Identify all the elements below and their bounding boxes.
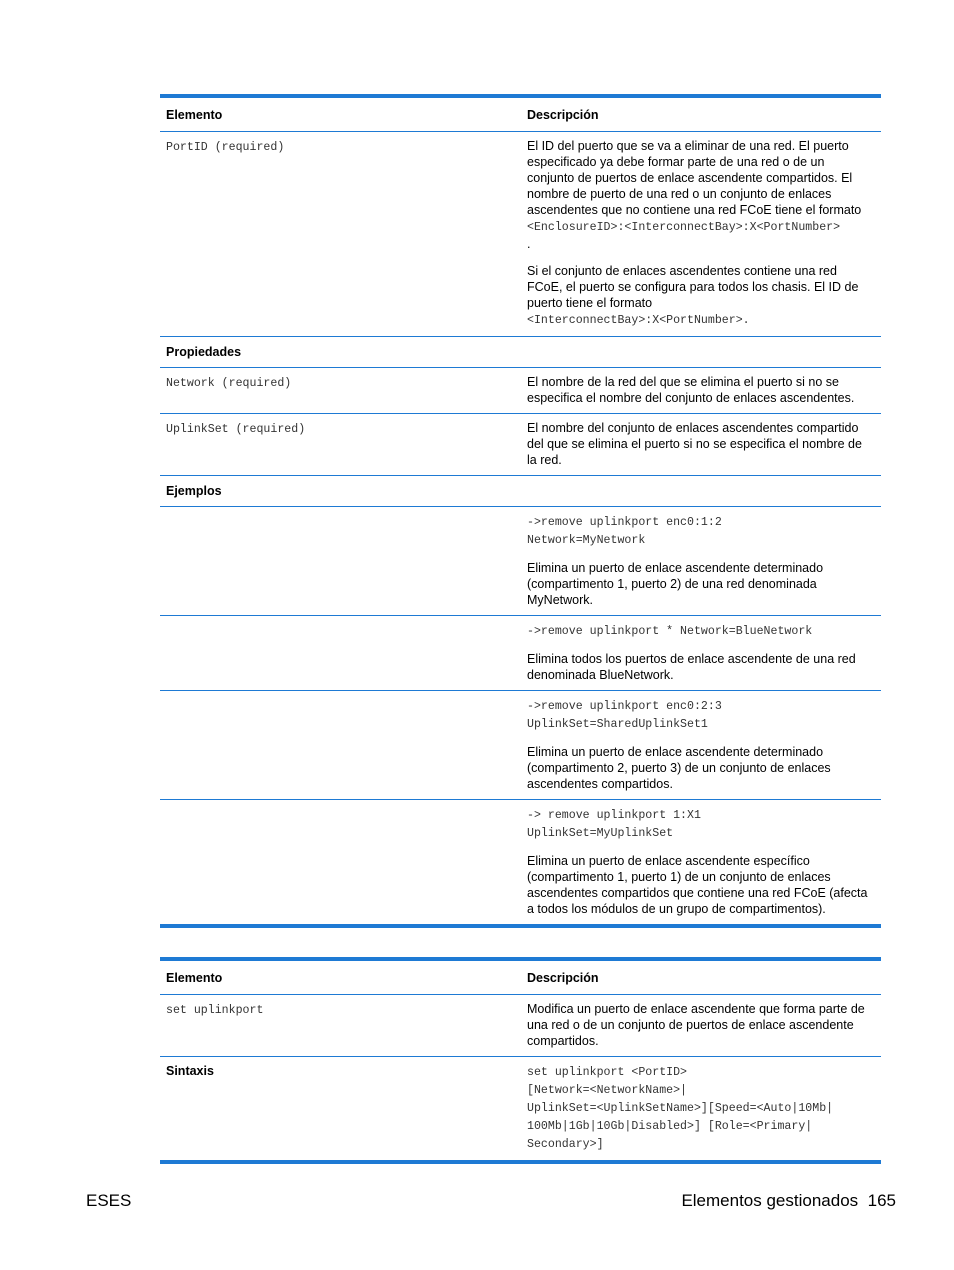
sintaxis-line-1: set uplinkport <PortID> bbox=[527, 1066, 688, 1079]
example-2-code bbox=[527, 622, 875, 640]
network-desc: El nombre de la red del que se elimina el puerto si no se especifica el nombre del conjunto de enlaces ascendentes. bbox=[527, 375, 855, 405]
table-header-row bbox=[160, 96, 881, 132]
example-4-desc: Elimina un puerto de enlace ascendente específico (compartimento 1, puerto 1) de un conjunto de enlaces ascendentes compartidos que contiene una red FCoE (afecta a todos los módulos de un grupo de compartimentos). bbox=[527, 854, 868, 916]
portid-desc-1-code: <EnclosureID>:<InterconnectBay>:X<PortNumber> bbox=[527, 221, 841, 234]
example-2-code-line-1: ->remove uplinkport * Network=BlueNetwork bbox=[527, 625, 813, 638]
portid-name: PortID (required) bbox=[166, 141, 285, 154]
section-label-ejemplos: Ejemplos bbox=[166, 484, 222, 498]
footer-page-info bbox=[681, 1191, 896, 1211]
header-elemento: Elemento bbox=[166, 971, 223, 985]
remove-uplinkport-table bbox=[160, 94, 881, 928]
portid-desc-2-code: <InterconnectBay>:X<PortNumber>. bbox=[527, 314, 750, 327]
sintaxis-line-5: Secondary>] bbox=[527, 1138, 604, 1151]
example-3-desc: Elimina un puerto de enlace ascendente determinado (compartimento 2, puerto 3) de un conjunto de enlaces ascendentes compartidos. bbox=[527, 745, 831, 791]
portid-desc-1-end: . bbox=[527, 237, 531, 251]
example-row-2 bbox=[160, 616, 881, 691]
section-row-ejemplos bbox=[160, 476, 881, 507]
uplinkset-desc: El nombre del conjunto de enlaces ascendentes compartido del que se elimina el puerto si no se especifica el nombre de la red. bbox=[527, 421, 862, 467]
table-row-portid bbox=[160, 132, 881, 337]
portid-desc-1-text: El ID del puerto que se va a eliminar de una red. El puerto especificado ya debe formar parte de una red o de un conjunto de puertos de enlace ascendente compartidos. El nombre de puerto de una red o un conjunto de enlaces ascendentes que no contiene una red FCoE tiene el formato bbox=[527, 139, 862, 217]
sintaxis-code bbox=[521, 1057, 881, 1163]
portid-desc-2 bbox=[527, 263, 875, 329]
example-3-code-line-2: UplinkSet=SharedUplinkSet1 bbox=[527, 718, 708, 731]
example-1-code bbox=[527, 513, 875, 549]
header-descripcion: Descripción bbox=[527, 971, 599, 985]
example-row-1 bbox=[160, 507, 881, 616]
table-row-uplinkset bbox=[160, 414, 881, 476]
set-uplinkport-table bbox=[160, 957, 881, 1164]
uplinkset-name: UplinkSet (required) bbox=[166, 423, 306, 436]
example-1-code-line-2: Network=MyNetwork bbox=[527, 534, 646, 547]
portid-desc-2-text: Si el conjunto de enlaces ascendentes contiene una red FCoE, el puerto se configura para todos los chasis. El ID de puerto tiene el formato bbox=[527, 264, 859, 310]
sintaxis-line-2: [Network=<NetworkName>| bbox=[527, 1084, 688, 1097]
sintaxis-label: Sintaxis bbox=[166, 1064, 214, 1078]
network-name: Network (required) bbox=[166, 377, 292, 390]
example-1-code-line-1: ->remove uplinkport enc0:1:2 bbox=[527, 516, 722, 529]
section-label-propiedades: Propiedades bbox=[166, 345, 242, 359]
example-1-desc: Elimina un puerto de enlace ascendente determinado (compartimento 1, puerto 2) de una red denominada MyNetwork. bbox=[527, 561, 824, 607]
page-number: 165 bbox=[867, 1191, 896, 1210]
portid-desc-1 bbox=[527, 138, 875, 252]
example-4-code bbox=[527, 806, 875, 842]
set-uplinkport-desc: Modifica un puerto de enlace ascendente que forma parte de una red o de un conjunto de puertos de enlace ascendente compartidos. bbox=[527, 1002, 865, 1048]
section-row-propiedades bbox=[160, 337, 881, 368]
sintaxis-line-4: 100Mb|1Gb|10Gb|Disabled>] [Role=<Primary| bbox=[527, 1120, 813, 1133]
sintaxis-line-3: UplinkSet=<UplinkSetName>][Speed=<Auto|10Mb| bbox=[527, 1102, 834, 1115]
example-4-code-line-1: -> remove uplinkport 1:X1 bbox=[527, 809, 701, 822]
header-elemento: Elemento bbox=[166, 108, 223, 122]
example-3-code-line-1: ->remove uplinkport enc0:2:3 bbox=[527, 700, 722, 713]
table-row-set-uplinkport bbox=[160, 995, 881, 1057]
set-uplinkport-name: set uplinkport bbox=[166, 1004, 264, 1017]
example-4-code-line-2: UplinkSet=MyUplinkSet bbox=[527, 827, 674, 840]
table-row-sintaxis bbox=[160, 1057, 881, 1163]
table-row-network bbox=[160, 368, 881, 414]
example-row-4 bbox=[160, 800, 881, 927]
header-descripcion: Descripción bbox=[527, 108, 599, 122]
example-2-desc: Elimina todos los puertos de enlace ascendente de una red denominada BlueNetwork. bbox=[527, 652, 856, 682]
footer-language-code: ESES bbox=[86, 1191, 132, 1210]
table-header-row bbox=[160, 959, 881, 995]
example-row-3 bbox=[160, 691, 881, 800]
example-3-code bbox=[527, 697, 875, 733]
footer-section-title: Elementos gestionados bbox=[681, 1191, 859, 1210]
